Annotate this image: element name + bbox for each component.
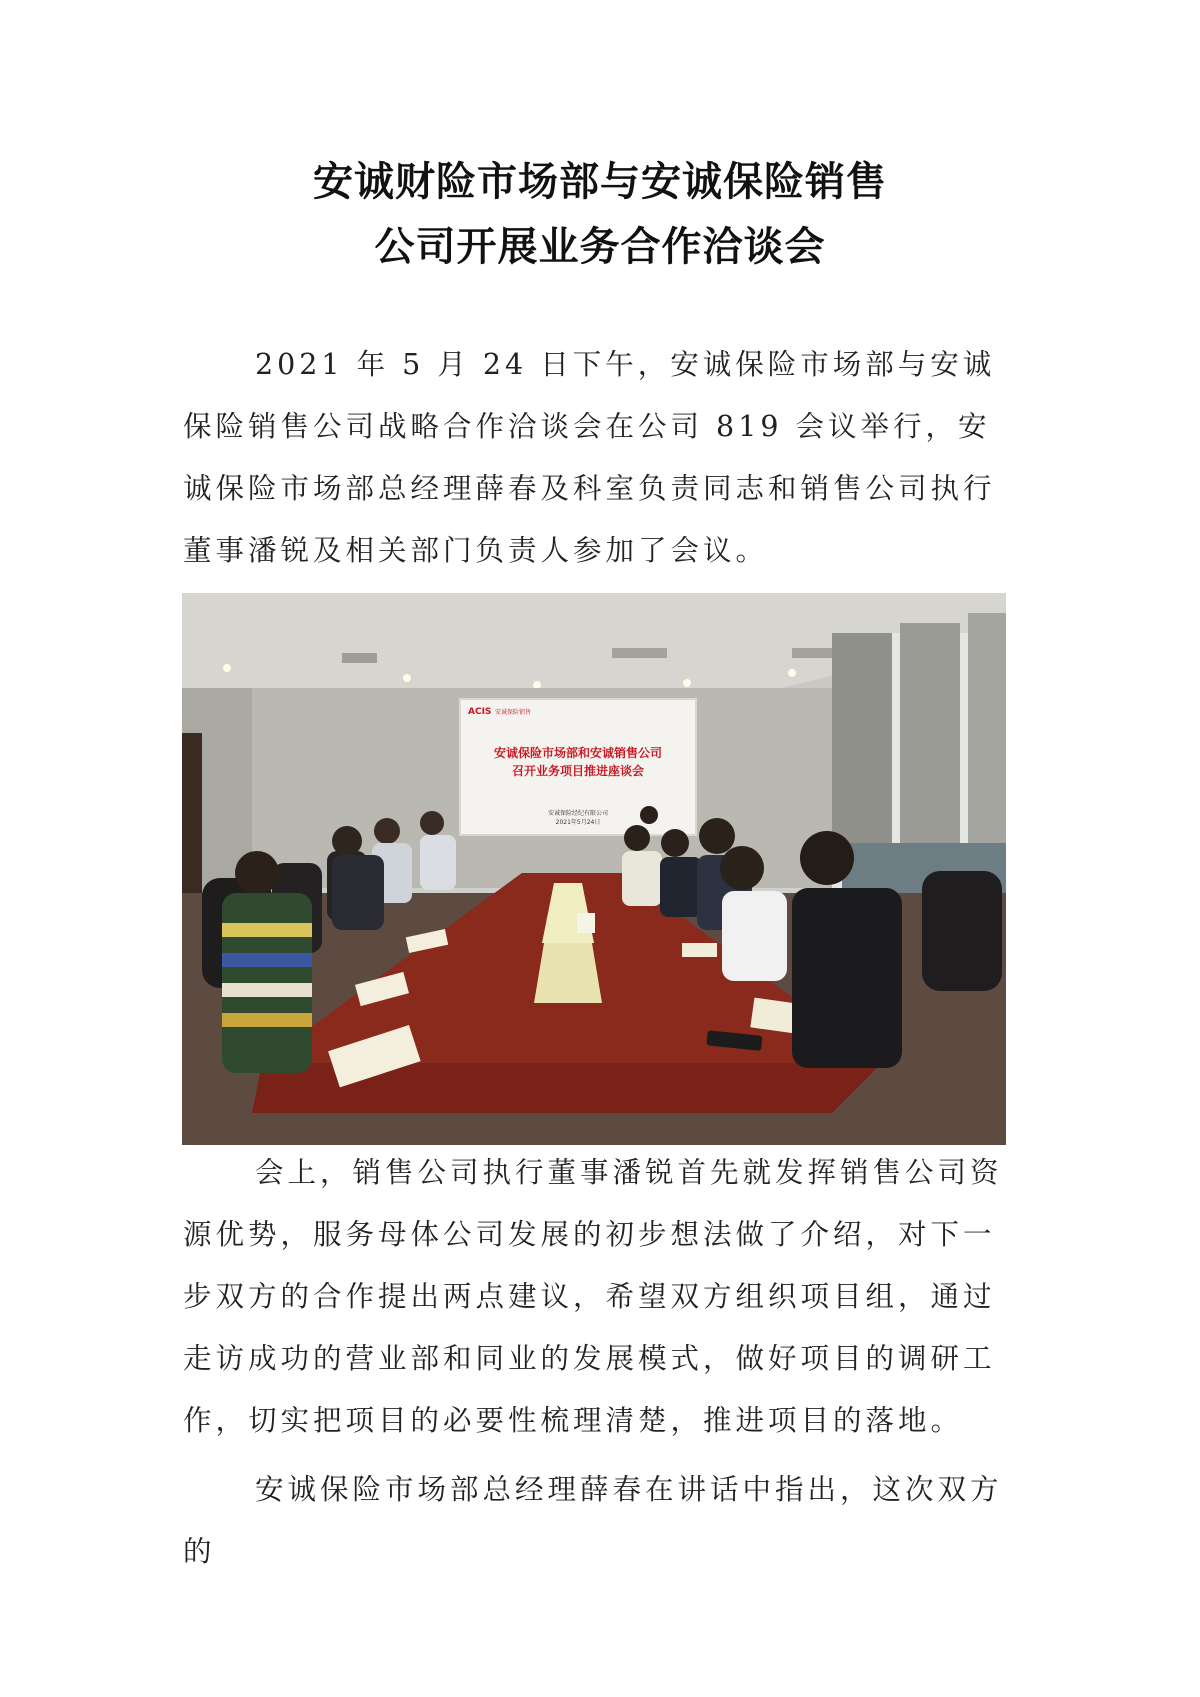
paragraph-proposal	[183, 1142, 1018, 1452]
paragraph-intro	[183, 334, 1018, 582]
meeting-photo	[182, 593, 1006, 1145]
screen-date: 2021年5月24日	[555, 819, 601, 826]
paragraph-intro-text: 2021 年 5 月 24 日下午，安诚保险市场部与安诚保险销售公司战略合作洽谈会在公司 819 会议举行，安诚保险市场部总经理薛春及科室负责同志和销售公司执行董事潘锐及相关部门负责人参加了会议。	[183, 348, 996, 567]
screen-title-line-1: 安诚保险市场部和安诚销售公司	[493, 746, 663, 760]
paragraph-proposal-text: 会上，销售公司执行董事潘锐首先就发挥销售公司资源优势，服务母体公司发展的初步想法做了介绍，对下一步双方的合作提出两点建议，希望双方组织项目组，通过走访成功的营业部和同业的发展模式，做好项目的调研工作，切实把项目的必要性梳理清楚，推进项目的落地。	[183, 1156, 1003, 1437]
document-title-line-2: 公司开展业务合作洽谈会	[374, 224, 826, 270]
screen-logo: ACIS	[468, 707, 492, 717]
paragraph-speech	[183, 1459, 1018, 1583]
screen-org: 安诚保险经纪有限公司	[547, 810, 609, 817]
paragraph-speech-text: 安诚保险市场部总经理薛春在讲话中指出，这次双方的	[183, 1473, 1003, 1568]
screen-title-line-2: 召开业务项目推进座谈会	[511, 764, 645, 778]
screen-logo-sub: 安诚保险销售	[495, 709, 532, 716]
document-title-line-1: 安诚财险市场部与安诚保险销售	[313, 159, 887, 205]
